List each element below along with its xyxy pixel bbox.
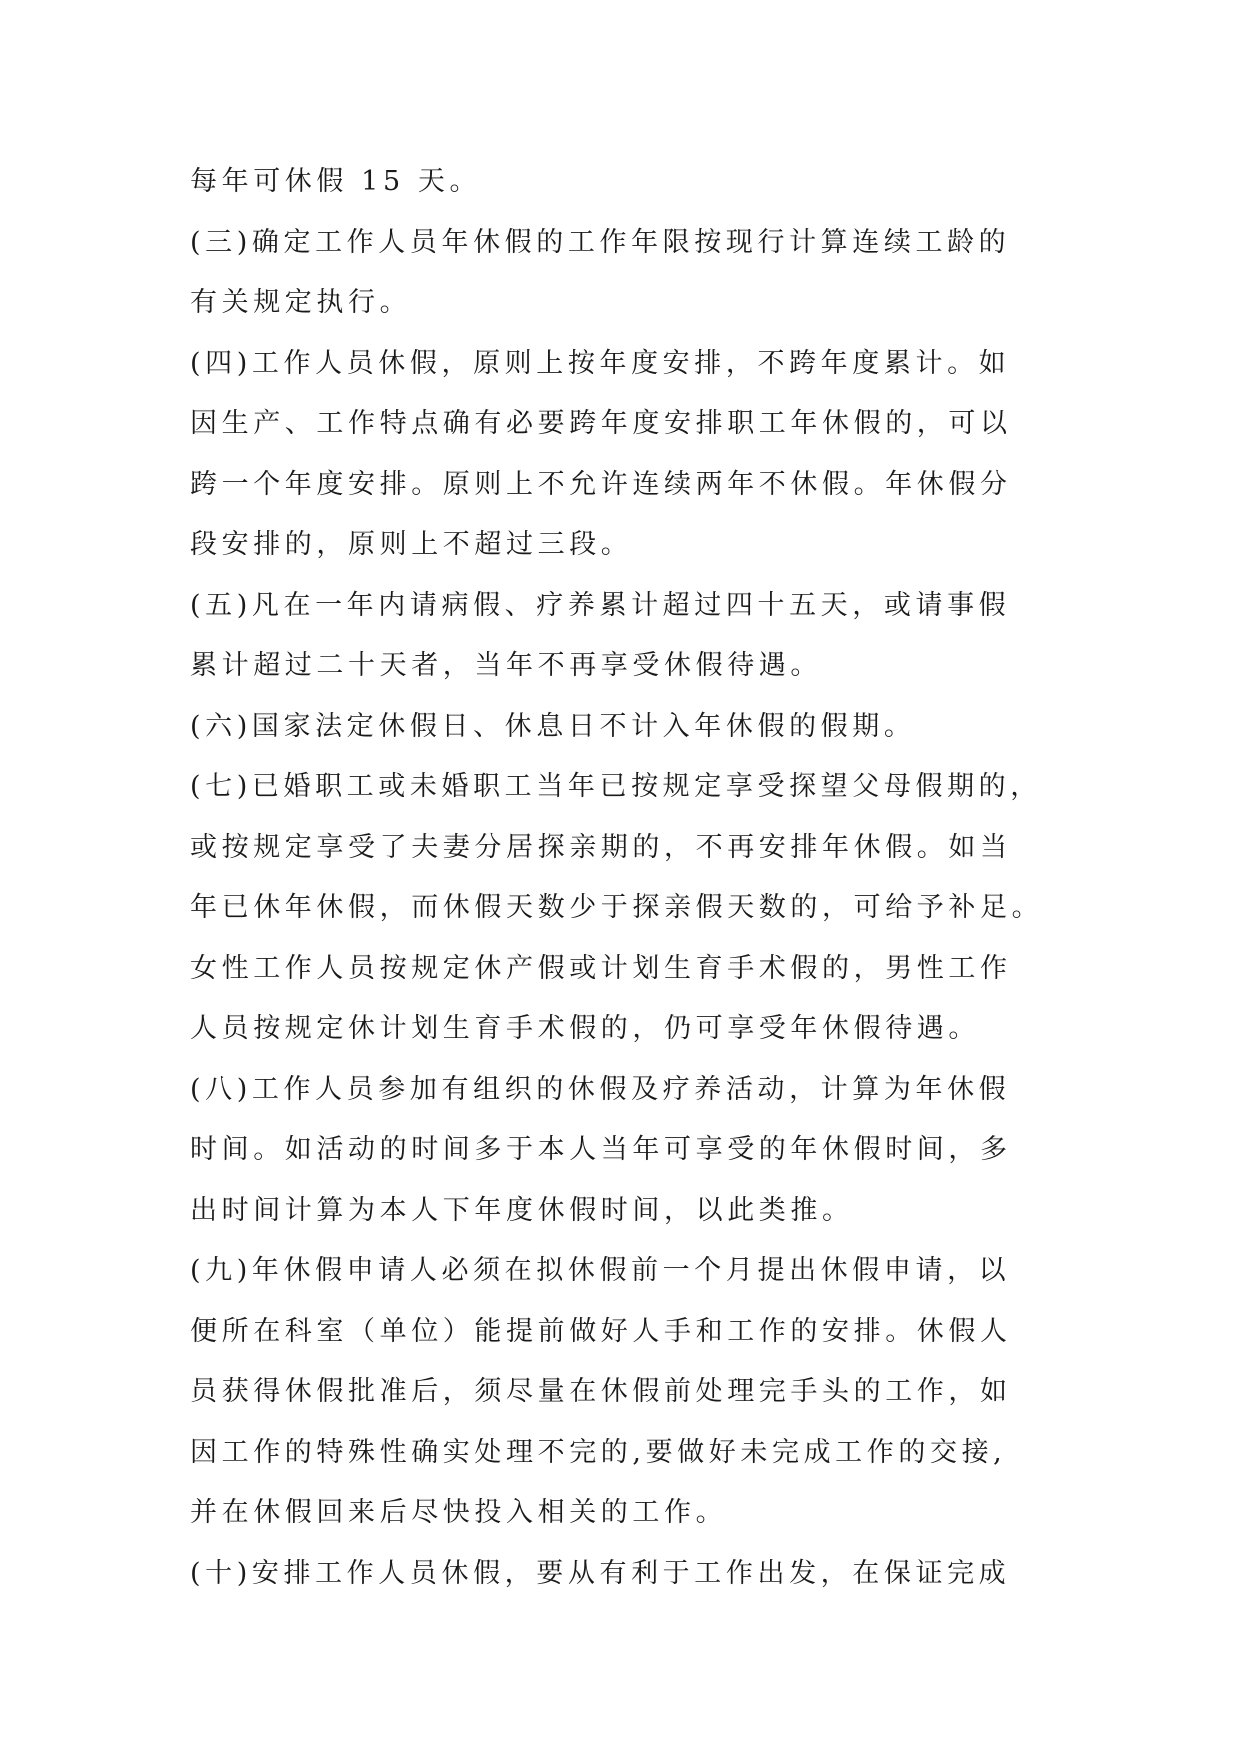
text-line: 有关规定执行。 (190, 287, 412, 318)
text-line: (七)已婚职工或未婚职工当年已按规定享受探望父母假期的， (190, 771, 1042, 802)
text-line: 员获得休假批准后，须尽量在休假前处理完手头的工作，如 (190, 1376, 1012, 1407)
text-line: (四)工作人员休假，原则上按年度安排，不跨年度累计。如 (190, 347, 1011, 379)
text-line: 跨一个年度安排。原则上不允许连续两年不休假。年休假分 (190, 468, 1012, 500)
text-line: 便所在科室（单位）能提前做好人手和工作的安排。休假人 (190, 1315, 1012, 1347)
text-line: 并在休假回来后尽快投入相关的工作。 (190, 1497, 728, 1528)
text-line: 段安排的，原则上不超过三段。 (190, 529, 633, 560)
text-line: 每年可休假 15 天。 (190, 166, 482, 197)
text-line: (三)确定工作人员年休假的工作年限按现行计算连续工龄的 (190, 226, 1011, 258)
text-line: (八)工作人员参加有组织的休假及疗养活动，计算为年休假 (190, 1073, 1011, 1105)
text-line: 因工作的特殊性确实处理不完的,要做好未完成工作的交接, (190, 1436, 1007, 1468)
text-line: 人员按规定休计划生育手术假的，仍可享受年休假待遇。 (190, 1013, 980, 1044)
text-line: 时间。如活动的时间多于本人当年可享受的年休假时间，多 (190, 1134, 1012, 1165)
text-line: 或按规定享受了夫妻分居探亲期的，不再安排年休假。如当 (190, 831, 1012, 863)
text-line: (五)凡在一年内请病假、疗养累计超过四十五天，或请事假 (190, 589, 1011, 621)
text-line: 女性工作人员按规定休产假或计划生育手术假的，男性工作 (190, 952, 1012, 984)
text-line: 年已休年休假，而休假天数少于探亲假天数的，可给予补足。 (190, 892, 1044, 923)
text-line: (六)国家法定休假日、休息日不计入年休假的假期。 (190, 710, 916, 742)
document-body (190, 152, 1050, 1604)
text-line: 因生产、工作特点确有必要跨年度安排职工年休假的，可以 (190, 408, 1012, 439)
text-line: (十)安排工作人员休假，要从有利于工作出发，在保证完成 (190, 1557, 1011, 1589)
text-line: 出时间计算为本人下年度休假时间，以此类推。 (190, 1194, 854, 1226)
text-line: (九)年休假申请人必须在拟休假前一个月提出休假申请，以 (190, 1255, 1011, 1286)
text-line: 累计超过二十天者，当年不再享受休假待遇。 (190, 650, 822, 681)
